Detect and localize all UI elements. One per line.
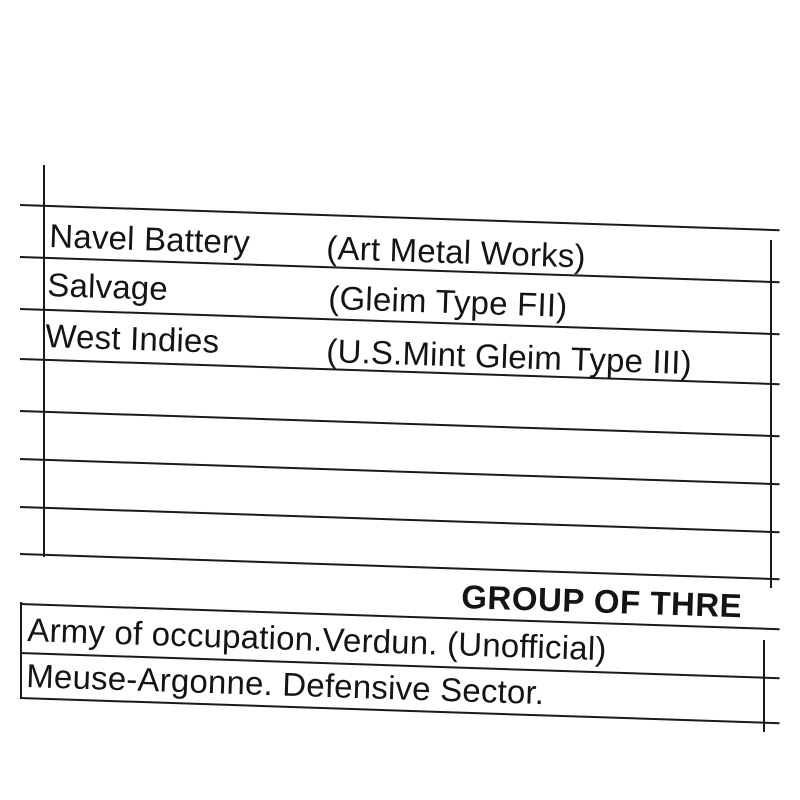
upper-table-left-border [43, 165, 45, 557]
table-row-rule [20, 410, 780, 437]
lower-table-left-border [20, 602, 22, 698]
table-row-rule [20, 506, 780, 533]
table-cell-name: West Indies [44, 317, 220, 360]
upper-table-right-border [770, 240, 772, 588]
group-row-text: Army of occupation.Verdun. (Unofficial) [26, 611, 608, 668]
group-heading: GROUP OF THRE [460, 578, 743, 625]
table-cell-name: Navel Battery [48, 217, 251, 261]
table-cell-name: Salvage [46, 266, 169, 307]
table-row-rule [20, 553, 780, 580]
lower-table-right-border [763, 640, 765, 732]
group-row-text: Meuse-Argonne. Defensive Sector. [25, 657, 545, 712]
table-cell-maker: (U.S.Mint Gleim Type III) [325, 332, 693, 382]
table-row-rule [20, 458, 780, 485]
table-cell-maker: (Art Metal Works) [325, 229, 587, 275]
table-cell-maker: (Gleim Type FII) [327, 279, 569, 324]
